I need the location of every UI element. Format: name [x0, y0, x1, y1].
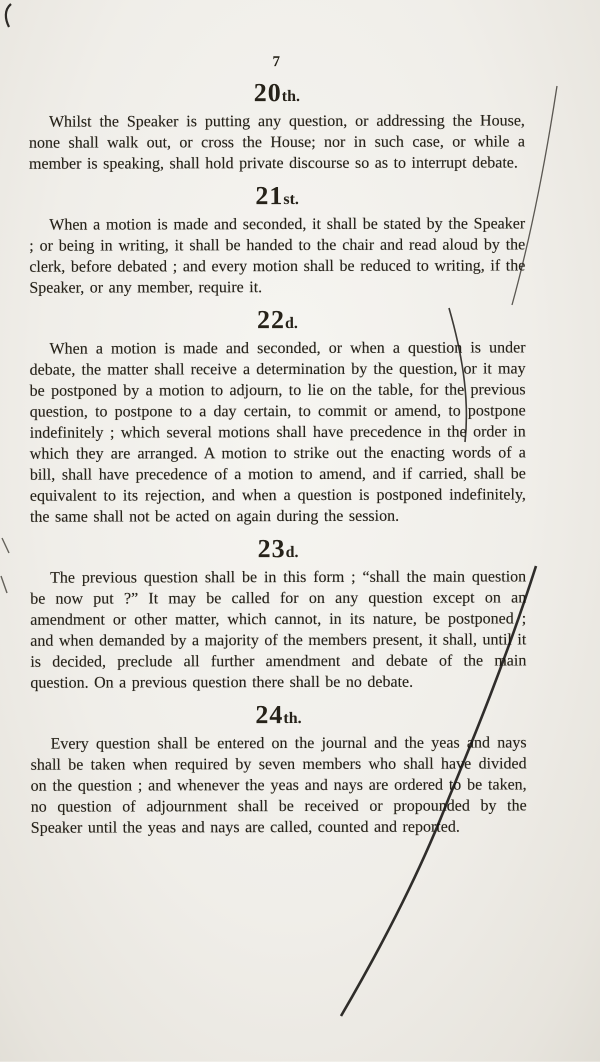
section-suffix: th. — [281, 87, 300, 106]
section-body: Whilst the Speaker is putting any question, or addressing the House, none shall walk out, or cross the House; nor in such case, or while a member is speaking, shall hold private discourse so as to interrupt debate. — [28, 112, 526, 173]
section-23 — [30, 535, 526, 693]
section-suffix: d. — [284, 315, 298, 333]
section-body: Every question shall be entered on the journal and the yeas and nays shall be taken when required by seven members who shall have divided on the question ; and whenever the yeas and nays are ordered to be taken, no question of adjournment shall be received or propounded by the Speaker until the yeas and nays are called, counted and reported. — [30, 734, 527, 837]
section-22 — [29, 306, 526, 527]
section-21 — [29, 182, 525, 298]
section-heading — [29, 306, 525, 333]
section-number: 22 — [256, 305, 286, 335]
section-heading — [29, 182, 525, 209]
section-suffix: th. — [283, 709, 302, 728]
section-heading — [30, 701, 526, 728]
section-body: When a motion is made and seconded, or when a question is under debate, the matter shall receive a determination by the question, or it may be postponed by a motion to adjourn, to lie on the table, for the previous question, to postpone to a day certain, to commit or amend, to postpone indefinitely ; which several motions shall have precedence in the order in which they are arranged. A motion to strike out the enacting words of a bill, shall have precedence of a motion to amend, and if carried, shall be equivalent to its rejection, and when a question is postponed indefinitely, the same shall not be acted on again during the session. — [29, 339, 526, 526]
section-body: When a motion is made and seconded, it shall be stated by the Speaker ; or being in writing, it shall be handed to the chair and read aloud by the clerk, before debated ; and every motion shall be reduced to writing, if the Speaker, or any member, require it. — [29, 215, 526, 297]
section-body: The previous question shall be in this form ; “shall the main question be now put ?” It may be called for on any question except on an amendment or other matter, which cannot, in its nature, be postponed ; and when demanded by a majority of the members present, it shall, until it is decided, preclude all further amendment and debate of the main question. On a previous question there shall be no debate. — [30, 568, 527, 692]
section-20 — [29, 79, 525, 174]
section-suffix: d. — [285, 544, 299, 562]
section-suffix: st. — [283, 191, 299, 209]
section-24 — [30, 701, 526, 838]
section-heading — [29, 79, 525, 106]
section-number: 20 — [253, 78, 282, 108]
page-number: 7 — [272, 54, 282, 71]
section-heading — [30, 535, 526, 562]
section-number: 24 — [255, 700, 284, 730]
section-number: 21 — [255, 181, 284, 211]
section-number: 23 — [257, 534, 286, 564]
